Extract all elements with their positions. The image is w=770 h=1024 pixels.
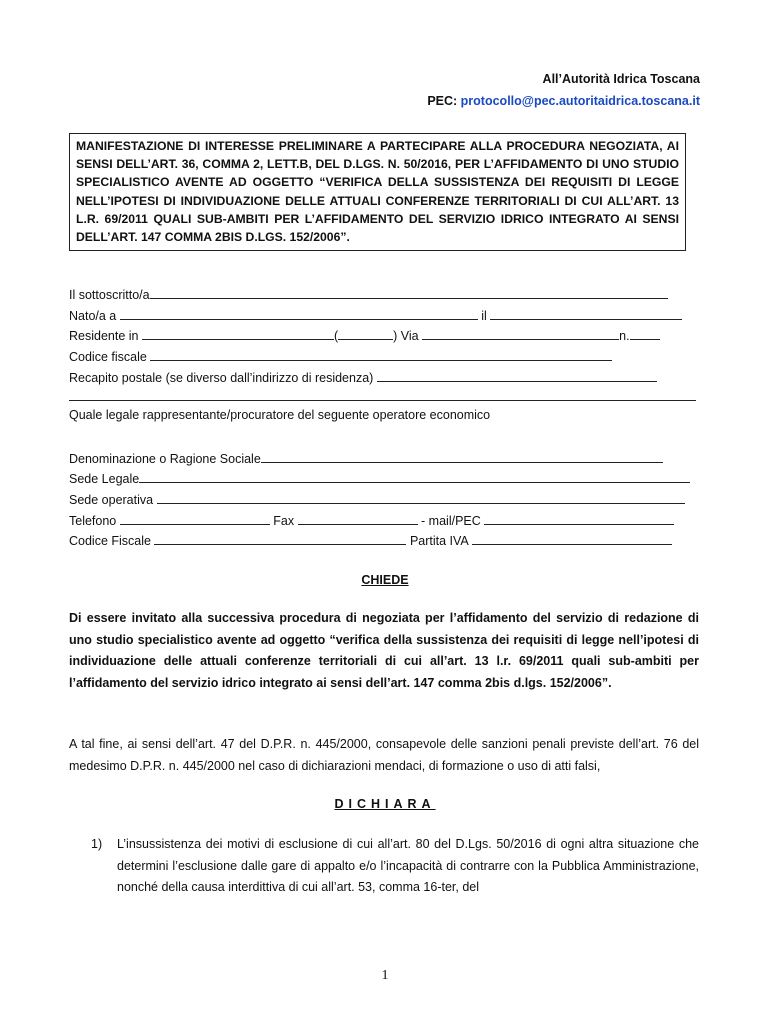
field-telefono[interactable] [120,512,270,525]
field-fax[interactable] [298,512,418,525]
list-item-number: 1) [91,837,103,851]
form-line-sottoscritto [69,286,668,303]
field-data-nascita[interactable] [490,307,682,320]
label-sottoscritto: Il sottoscritto/a [69,288,150,302]
field-codice-fiscale-2[interactable] [154,532,406,545]
form-line-nato [69,307,682,324]
label-partita-iva: Partita IVA [409,534,469,548]
field-sede-legale[interactable] [139,470,690,483]
form-line-codice-fiscale-2 [69,532,672,549]
label-denominazione: Denominazione o Ragione Sociale [69,452,261,466]
request-paragraph: Di essere invitato alla successiva procedura di negoziata per l’affidamento del servizio di redazione di uno studio specialistico avente ad oggetto “verifica della sussistenza dei requisiti di legge nell’ipotesi di individuazione delle attuali conferenze territoriali di cui all’art. 13 l.r. 69/2011 quali sub-ambiti per l’affidamento del servizio idrico integrato ai sensi dell’art. 147 comma 2bis d.lgs. 152/2006”. [69,611,699,690]
line-quale-legale: Quale legale rappresentante/procuratore del seguente operatore economico [69,408,491,422]
pec-label: PEC: [427,94,461,108]
document-title-box: MANIFESTAZIONE DI INTERESSE PRELIMINARE A PARTECIPARE ALLA PROCEDURA NEGOZIATA, AI SENSI DELL’ART. 36, COMMA 2, LETT.B, DEL D.LGS. N. 50/2016, PER L’AFFIDAMENTO DI UNO STUDIO SPECIALISTICO AVENTE AD OGGETTO “VERIFICA DELLA SUSSISTENZA DEI REQUISITI DI LEGGE NELL’IPOTESI DI INDIVIDUAZIONE DELLE ATTUALI CONFERENZE TERRITORIALI DI CUI ALL’ART. 13 L.R. 69/2011 QUALI SUB-AMBITI PER L’AFFIDAMENTO DEL SERVIZIO IDRICO INTEGRATO AI SENSI DELL’ART. 147 COMMA 2BIS D.LGS. 152/2006”. [69,133,686,251]
form-line-sede-operativa [69,491,685,508]
label-codice-fiscale-2: Codice Fiscale [69,534,151,548]
field-via[interactable] [422,327,619,340]
field-partita-iva[interactable] [472,532,672,545]
label-residente: Residente in [69,329,139,343]
page-number: 1 [381,968,389,983]
field-recapito-continued[interactable] [69,388,696,401]
form-line-denominazione [69,450,663,467]
list-item [91,834,699,899]
label-nato: Nato/a a [69,309,117,323]
field-mail-pec[interactable] [484,512,674,525]
label-sede-operativa: Sede operativa [69,493,154,507]
label-il: il [481,309,487,323]
field-comune-residenza[interactable] [142,327,334,340]
recipient-line: All’Autorità Idrica Toscana [542,72,700,86]
field-provincia[interactable] [338,327,393,340]
label-mail-pec: - mail/PEC [421,514,481,528]
form-line-residente [69,327,660,344]
form-line-sede-legale [69,470,690,487]
pec-email-link[interactable]: protocollo@pec.autoritaidrica.toscana.it [460,94,700,108]
field-recapito[interactable] [377,369,657,382]
field-denominazione[interactable] [261,450,663,463]
list-item-text: L’insussistenza dei motivi di esclusione di cui all’art. 80 del D.Lgs. 50/2016 di ogni altra situazione che determini l’esclusione dalle gare di appalto e/o l’incapacità di contrarre con la Pubblica Amministrazione, nonché della causa interdittiva di cui all’art. 53, comma 16-ter, del [117,837,699,894]
pec-line [427,94,700,108]
label-n: n. [619,329,630,343]
label-sede-legale: Sede Legale [69,472,140,486]
label-via: ) Via [393,329,419,343]
heading-chiede: CHIEDE [361,573,409,587]
field-codice-fiscale[interactable] [150,348,612,361]
form-line-codice-fiscale [69,348,612,365]
label-telefono: Telefono [69,514,117,528]
label-codice-fiscale: Codice fiscale [69,350,147,364]
field-sede-operativa[interactable] [157,491,685,504]
label-fax: Fax [273,514,295,528]
intro-paragraph: A tal fine, ai sensi dell’art. 47 del D.P.R. n. 445/2000, consapevole delle sanzioni penali previste dell’art. 76 del medesimo D.P.R. n. 445/2000 nel caso di dichiarazioni mendaci, di formazione o uso di atti falsi, [69,737,699,773]
label-paren: ( [333,329,339,343]
label-recapito: Recapito postale (se diverso dall’indirizzo di residenza) [69,371,374,385]
heading-dichiara: DICHIARA [334,797,436,811]
field-sottoscritto[interactable] [150,286,668,299]
form-line-telefono [69,512,674,529]
field-civico[interactable] [630,327,660,340]
field-luogo-nascita[interactable] [120,307,478,320]
form-line-recapito [69,369,657,386]
